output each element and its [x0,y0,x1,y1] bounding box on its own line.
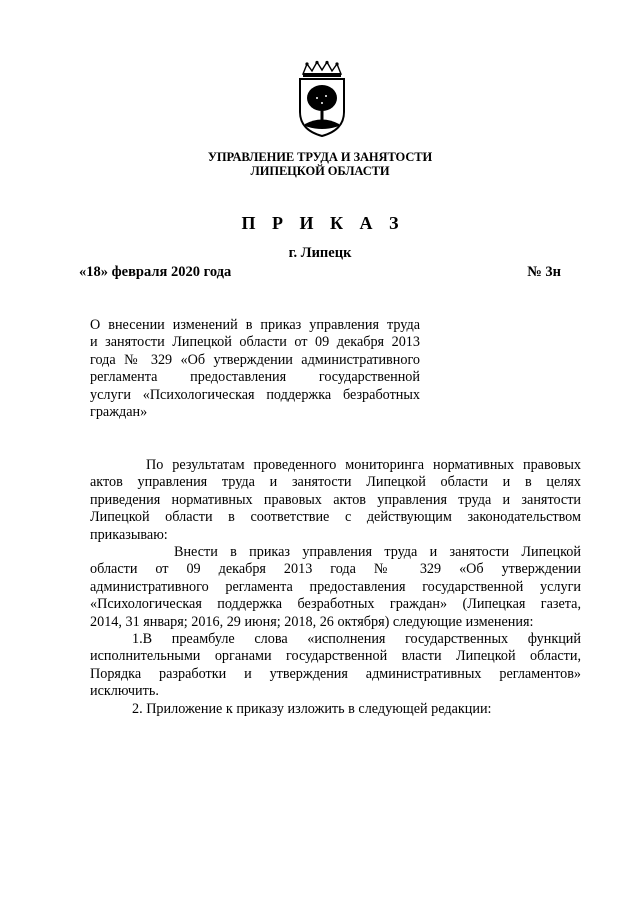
body-line: Порядка разработки и утверждения административных регламентов» [90,665,581,682]
body-line: 2. Приложение к приказу изложить в следующей редакции: [132,700,492,717]
coat-of-arms-icon [295,60,349,138]
document-number: № 3н [527,264,561,280]
subject-line: и занятости Липецкой области от 09 декабря 2013 [90,334,420,351]
subject-line: граждан» [90,404,148,421]
body-line: области от 09 декабря 2013 года № 329 «Об утверждении [90,561,581,578]
body-line: Внести в приказ управления труда и занятости Липецкой [174,544,581,561]
body-line: исполнительными органами государственной власти Липецкой области, [90,648,581,665]
agency-name-line1: УПРАВЛЕНИЕ ТРУДА И ЗАНЯТОСТИ [207,150,433,164]
document-title: П Р И К А З [241,213,405,233]
agency-name-line2: ЛИПЕЦКОЙ ОБЛАСТИ [250,164,390,178]
subject-line: регламента предоставления государственной [90,369,420,386]
document-subject [90,317,420,421]
body-line: приказываю: [90,526,168,543]
document-date: «18» февраля 2020 года [79,264,232,280]
document-city: г. Липецк [288,245,352,261]
body-line: 1.В преамбуле слова «исполнения государственных функций [132,631,581,648]
body-line: «Психологическая поддержка безработных граждан» (Липецкая газета, [90,596,581,613]
body-line: актов управления труда и занятости Липецкой области и в целях [90,474,581,491]
document-body [90,457,581,718]
body-line: исключить. [90,683,159,700]
subject-line: услуги «Психологическая поддержка безработных [90,386,420,403]
body-line: приведения нормативных правовых актов управления труда и занятости [90,491,581,508]
subject-line: О внесении изменений в приказ управления труда [90,317,420,333]
body-line: административного регламента предоставления государственной услуги [90,578,581,595]
body-line: 2014, 31 января; 2016, 29 июня; 2018, 26 октября) следующие изменения: [90,613,534,630]
body-line: Липецкой области в соответствие с действующим законодательством [90,509,581,526]
subject-line: года № 329 «Об утверждении административного [90,351,420,368]
body-line: По результатам проведенного мониторинга нормативных правовых [146,457,581,473]
